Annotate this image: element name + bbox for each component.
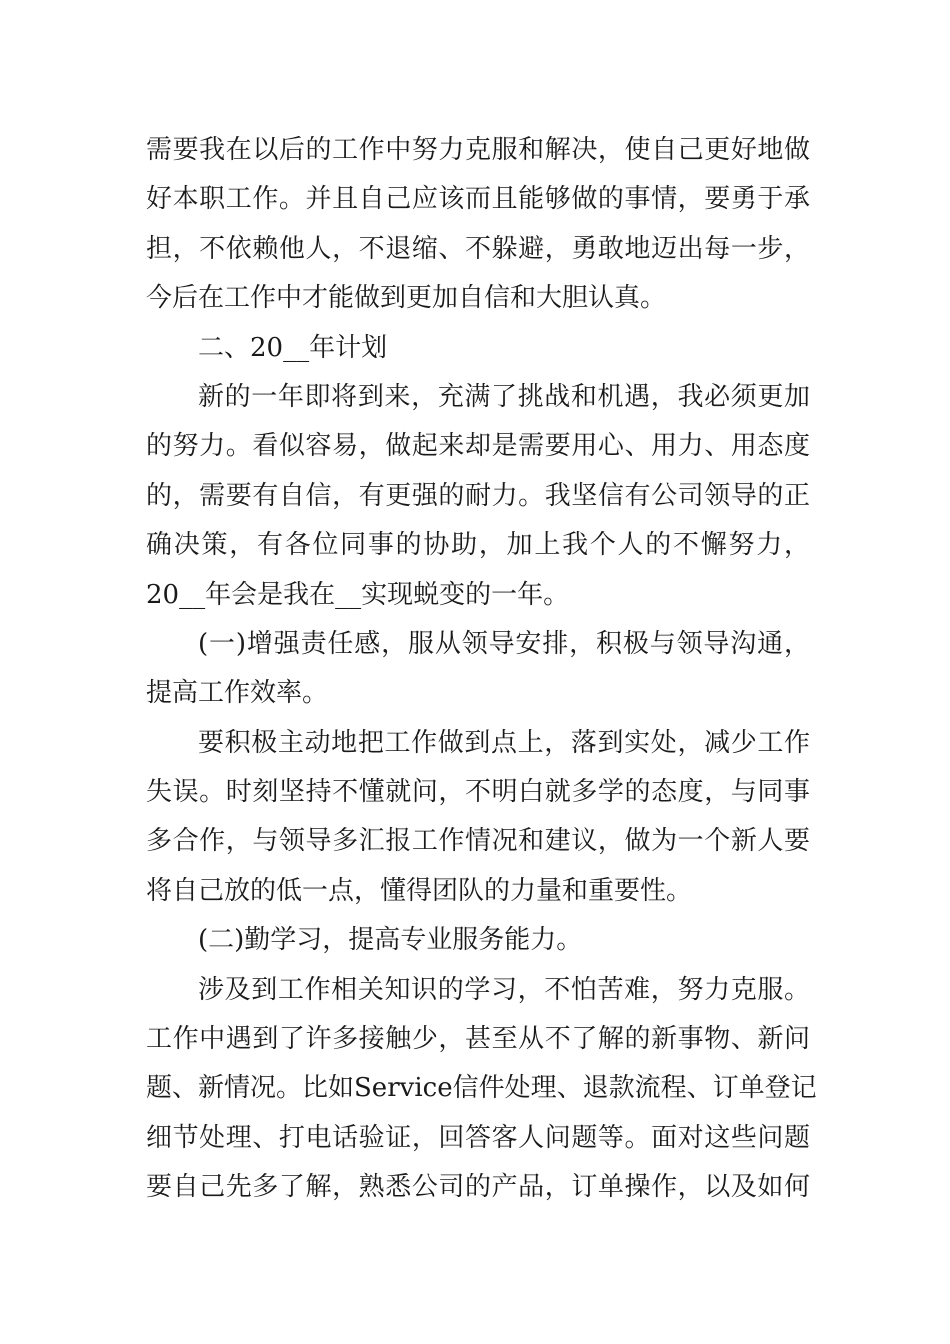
text-line: 要积极主动地把工作做到点上，落到实处，减少工作: [198, 727, 810, 758]
text-line: 新的一年即将到来，充满了挑战和机遇，我必须更加: [198, 381, 810, 412]
text-line: 确决策，有各位同事的协助，加上我个人的不懈努力，: [146, 530, 810, 561]
text-line: 要自己先多了解，熟悉公司的产品，订单操作，以及如何: [146, 1172, 810, 1203]
text-line: 涉及到工作相关知识的学习，不怕苦难，努力克服。: [198, 974, 810, 1005]
text-line: 题、新情况。比如Service信件处理、退款流程、订单登记: [146, 1073, 817, 1104]
text-line: 的努力。看似容易，做起来却是需要用心、用力、用态度: [146, 431, 810, 462]
text-line: 20__年会是我在__实现蜕变的一年。: [146, 579, 570, 610]
text-line: 细节处理、打电话验证，回答客人问题等。面对这些问题: [146, 1122, 810, 1153]
text-line: 工作中遇到了许多接触少，甚至从不了解的新事物、新问: [146, 1024, 810, 1055]
text-line: 失误。时刻坚持不懂就问，不明白就多学的态度，与同事: [146, 777, 810, 808]
text-line: 需要我在以后的工作中努力克服和解决，使自己更好地做: [146, 135, 810, 165]
subsection-heading: (二)勤学习，提高专业服务能力。: [198, 925, 583, 956]
text-line: 多合作，与领导多汇报工作情况和建议，做为一个新人要: [146, 826, 810, 857]
section-heading: 二、20__年计划: [198, 332, 388, 363]
text-line: 提高工作效率。: [146, 678, 329, 709]
text-line: 好本职工作。并且自己应该而且能够做的事情，要勇于承: [146, 184, 810, 215]
text-line: 的，需要有自信，有更强的耐力。我坚信有公司领导的正: [146, 480, 810, 511]
text-line: 今后在工作中才能做到更加自信和大胆认真。: [146, 283, 667, 314]
text-line: 担，不依赖他人，不退缩、不躲避，勇敢地迈出每一步，: [146, 233, 810, 264]
document-body: [146, 126, 817, 1213]
subsection-heading: (一)增强责任感，服从领导安排，积极与领导沟通，: [198, 628, 810, 659]
text-line: 将自己放的低一点，懂得团队的力量和重要性。: [146, 875, 693, 906]
